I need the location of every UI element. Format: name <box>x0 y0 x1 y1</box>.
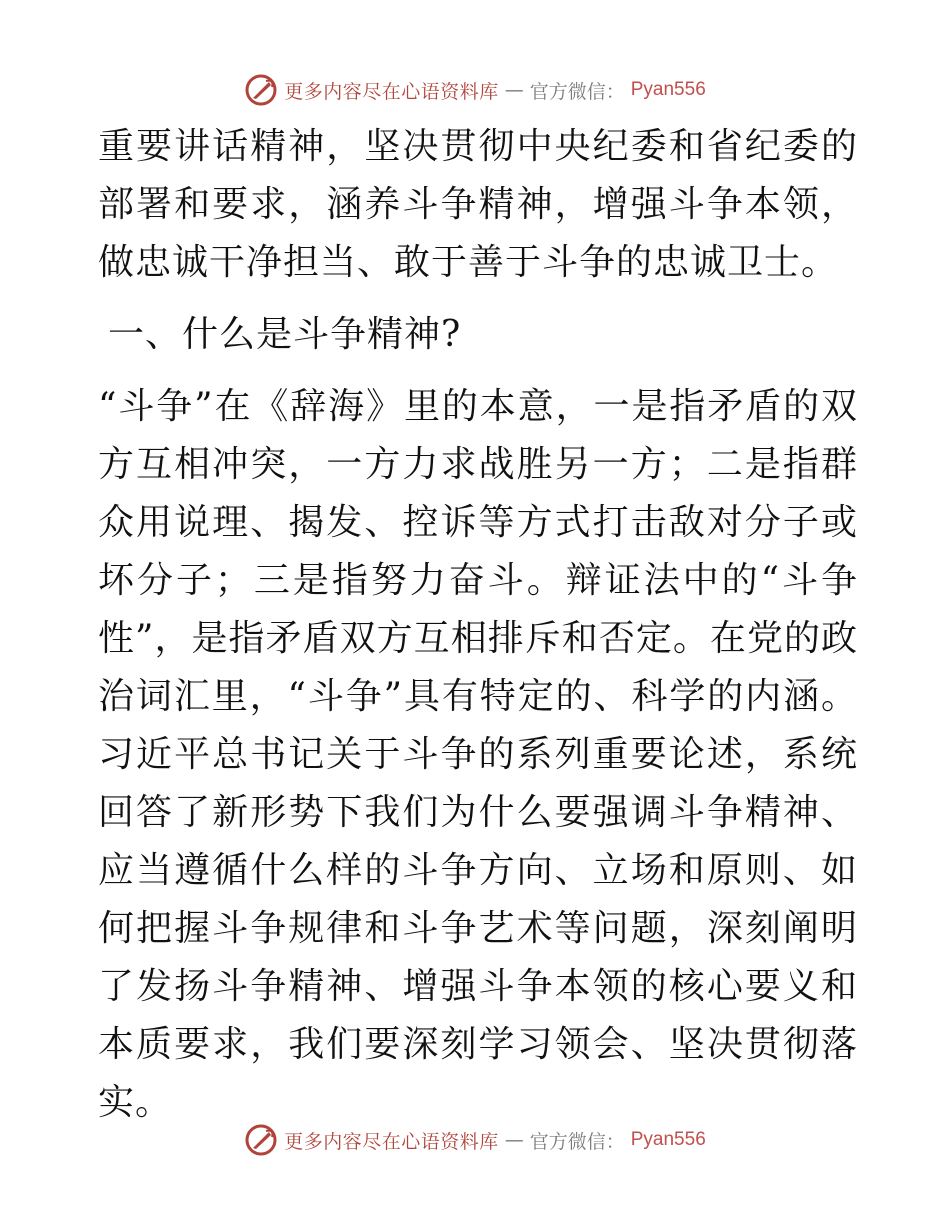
quill-logo-icon <box>244 1123 278 1157</box>
banner-wechat-handle: Pyan556 <box>630 79 706 100</box>
banner-wechat-label: 官方微信： <box>529 1130 625 1153</box>
banner-brand-text: 更多内容尽在心语资料库 <box>284 80 499 103</box>
banner-separator: — <box>504 1129 524 1151</box>
quill-logo-icon <box>244 73 278 107</box>
footer-banner <box>0 1120 950 1160</box>
banner-wechat-label: 官方微信： <box>529 80 625 103</box>
document-content <box>98 118 858 1132</box>
body-paragraph: “斗争”在《辞海》里的本意，一是指矛盾的双方互相冲突，一方力求战胜另一方；二是指群众用说理、揭发、控诉等方式打击敌对分子或坏分子；三是指努力奋斗。辩证法中的“斗争性”，是指矛盾双方互相排斥和否定。在党的政治词汇里，“斗争”具有特定的、科学的内涵。习近平总书记关于斗争的系列重要论述，系统回答了新形势下我们为什么要强调斗争精神、应当遵循什么样的斗争方向、立场和原则、如何把握斗争规律和斗争艺术等问题，深刻阐明了发扬斗争精神、增强斗争本领的核心要义和本质要求，我们要深刻学习领会、坚决贯彻落实。 <box>98 386 858 1123</box>
intro-paragraph: 重要讲话精神，坚决贯彻中央纪委和省纪委的部署和要求，涵养斗争精神，增强斗争本领，做忠诚干净担当、敢于善于斗争的忠诚卫士。 <box>98 126 858 283</box>
banner-separator: — <box>504 79 524 101</box>
header-banner <box>0 70 950 110</box>
banner-brand-text: 更多内容尽在心语资料库 <box>284 1130 499 1153</box>
section-heading: 一、什么是斗争精神? <box>108 314 462 355</box>
banner-wechat-handle: Pyan556 <box>630 1129 706 1150</box>
